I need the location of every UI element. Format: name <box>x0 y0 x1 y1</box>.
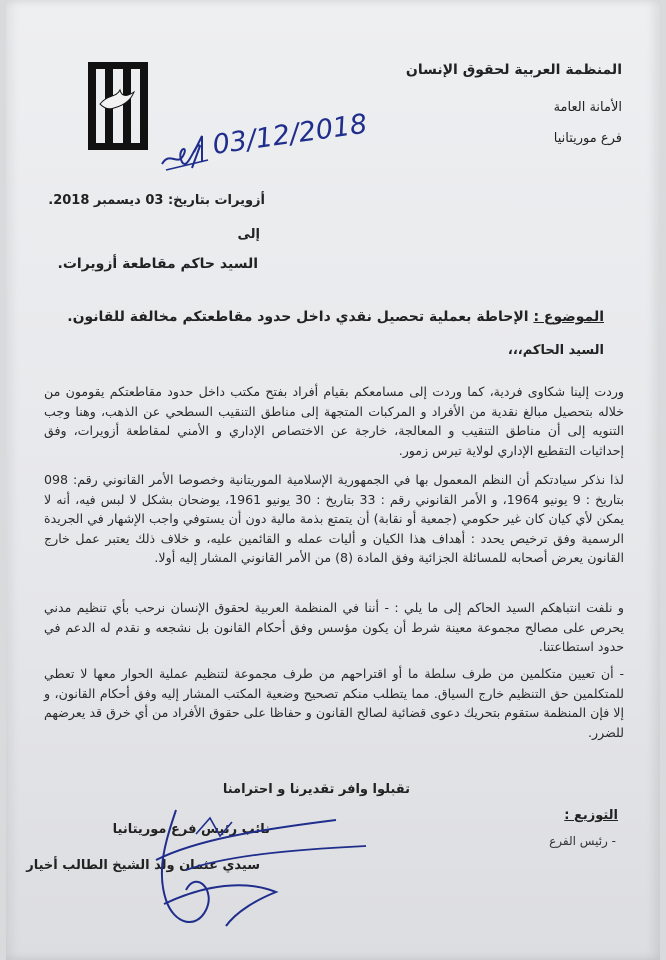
paragraph-legal-reminder: لذا نذكر سيادتكم أن النظم المعمول بها في الجمهورية الإسلامية الموريتانية وخصوصا الأمر القانوني رقم: 098 بتاريخ : 9 يونيو 1964، و الأمر القانوني رقم : 33 بتاريخ : 30 يونيو 1961، يوضحان بشكل لا لبس فيه، أنه لا يمكن لأي كيان كان غير حكومي (جمعية أو نقابة) أن يتمتع بذمة مالية دون أن يستوفي واجب الإشهار في الجريدة الرسمية وفق ترخيص يحدد : أهداف هذا الكيان و أليات عمله و القائمين عليه، و خلاف ذلك يعتبر عمل خارج القانون يعرض أصحابه للمسائلة الجزائية وفق المادة (8) من الأمر القانوني المشار إليه أولا. <box>44 472 624 565</box>
paragraph-complaints: وردت إلينا شكاوى فردية، كما وردت إلى مسامعكم بقيام أفراد بفتح مكتب داخل حدود مقاطعتكم يقومون من خلاله بتحصيل مبالغ نقدية من الأفراد و المركبات المتجهة إلى مناطق التنقيب السطحي عن الذهب، وهنا وجب التنويه إلى أن مناطق التنقيب و المعالجة، خارجة عن الاختصاص الإداري و الأمني لمقاطعة أزويرات، وفق إحداثيات التقطيع الإداري لولاية تيرس زمور. <box>44 384 624 458</box>
closing-line: تقبلوا وافر تقديرنا و احترامنا <box>222 782 410 797</box>
org-secretariat: الأمانة العامة <box>553 100 622 115</box>
signatory-name: سيدي عثمان ولد الشيخ الطالب أخيار <box>26 858 260 873</box>
to-label: إلى <box>237 227 260 242</box>
subject-line <box>67 309 604 325</box>
org-name: المنظمة العربية لحقوق الإنسان <box>405 62 622 78</box>
distribution-item: - رئيس الفرع <box>549 834 616 848</box>
paragraph-speakers: - أن تعيين متكلمين من طرف سلطة ما أو اقتراحهم من طرف مجموعة لتنظيم عملية الحوار معها لا تعطي للمتكلمين حق التنظيم خارج السياق. مما يتطلب منكم تصحيح وضعية المكتب المشار إليه وفق أحكام القانون، و إلا فإن المنظمة ستقوم بتحريك دعوى قضائية لصالح القانون و حفاظا على حقوق الأفراد من أي خرق قد يعرضهم للضرر. <box>44 666 624 740</box>
distribution-title: التوزيع : <box>564 808 618 823</box>
date-line: أزويرات بتاريخ: 03 ديسمبر 2018. <box>48 193 265 208</box>
letter-page <box>6 0 660 960</box>
handwritten-signature <box>136 800 386 940</box>
salutation: السيد الحاكم،،، <box>507 343 604 358</box>
subject-label: الموضوع : <box>533 309 604 325</box>
svg-text:03/12/2018: 03/12/2018 <box>210 108 370 161</box>
signatory-title: نائب رئيس فرع موريتانيا <box>112 822 270 837</box>
paragraph-notice: و نلفت انتباهكم السيد الحاكم إلى ما يلي : - أننا في المنظمة العربية لحقوق الإنسان نرحب بأي تنظيم مدني يحرص على مصالح مجموعة معينة شرط أن يكون مؤسس وفق أحكام القانون بل نشجعه و نقدم له الدعم في حدود استطاعتنا. <box>44 600 624 654</box>
organization-header <box>406 62 622 168</box>
org-branch: فرع موريتانيا <box>553 131 622 146</box>
prison-bars-dove-logo <box>86 60 150 152</box>
handwritten-date-initials <box>156 108 370 182</box>
subject-text: الإحاطة بعملية تحصيل نقدي داخل حدود مقاطعتكم مخالفة للقانون. <box>67 309 529 325</box>
addressee: السيد حاكم مقاطعة أزويرات. <box>57 256 258 272</box>
